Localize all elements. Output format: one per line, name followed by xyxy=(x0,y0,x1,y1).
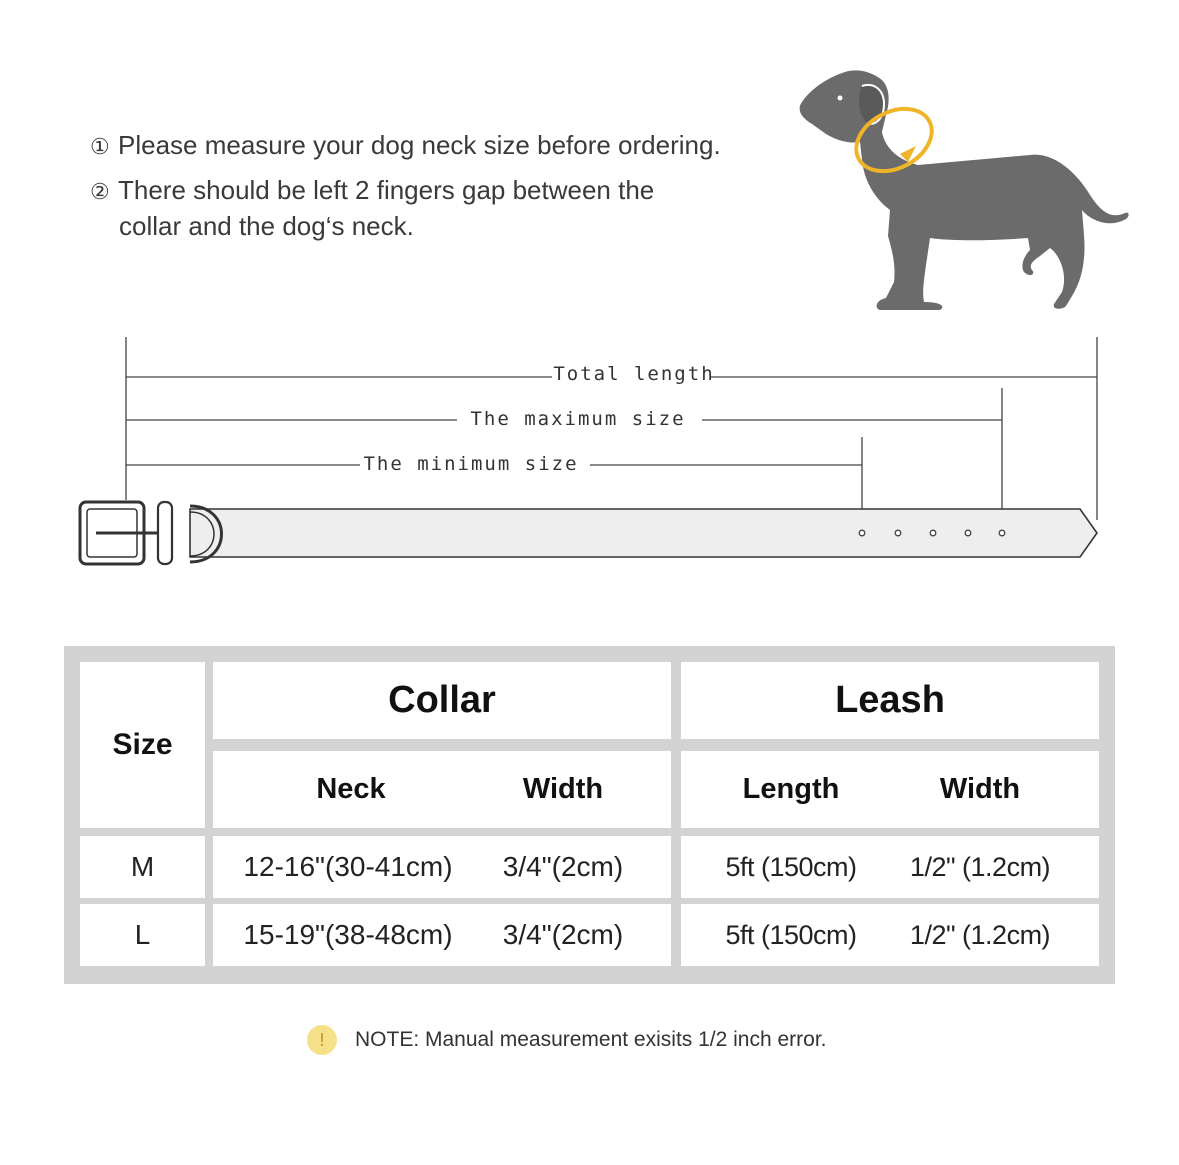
dog-body xyxy=(800,70,1129,310)
step-2-number: ② xyxy=(90,179,110,204)
table-row xyxy=(681,836,1099,898)
leash-subheader xyxy=(681,751,1099,828)
instructions xyxy=(90,128,780,243)
step-1-number: ① xyxy=(90,134,110,159)
dog-eye xyxy=(838,96,843,101)
collar-subheader xyxy=(213,751,671,828)
table-row xyxy=(213,836,671,898)
instruction-1 xyxy=(90,128,780,164)
instruction-1-text: Please measure your dog neck size before ordering. xyxy=(118,130,721,160)
leash-header: Leash xyxy=(681,662,1099,739)
row-m-leash-width: 1/2" (1.2cm) xyxy=(909,851,1051,882)
row-l-leash-length: 5ft (150cm) xyxy=(725,919,857,950)
row-l-leash-width: 1/2" (1.2cm) xyxy=(909,919,1051,950)
row-l-neck: 15-19"(38-48cm) xyxy=(243,919,453,950)
table-row xyxy=(681,904,1099,966)
size-table xyxy=(64,646,1115,984)
measurement-note xyxy=(307,1025,827,1055)
warning-icon: ! xyxy=(307,1025,337,1055)
instruction-2 xyxy=(90,173,780,209)
row-m-leash-length: 5ft (150cm) xyxy=(725,851,857,882)
maximum-size-label: The maximum size xyxy=(470,408,686,430)
collar-diagram xyxy=(0,320,1179,580)
row-m-neck: 12-16"(30-41cm) xyxy=(243,851,453,882)
size-header: Size xyxy=(80,662,205,828)
collar-width-header: Width xyxy=(522,773,604,805)
leash-length-header: Length xyxy=(742,773,840,805)
row-m-collar-width: 3/4"(2cm) xyxy=(502,851,624,882)
row-m-size: M xyxy=(80,836,205,898)
row-l-collar-width: 3/4"(2cm) xyxy=(502,919,624,950)
total-length-label: Total length xyxy=(553,363,715,385)
leash-width-header: Width xyxy=(939,773,1021,805)
table-row xyxy=(213,904,671,966)
collar-strap xyxy=(190,509,1097,557)
instruction-2-text: There should be left 2 fingers gap between the xyxy=(118,175,655,205)
collar-neck-header: Neck xyxy=(316,773,386,805)
dog-silhouette-icon xyxy=(790,60,1135,315)
collar-header: Collar xyxy=(213,662,671,739)
minimum-size-label: The minimum size xyxy=(363,453,579,475)
instruction-2-cont: collar and the dog‘s neck. xyxy=(119,211,414,241)
row-l-size: L xyxy=(80,904,205,966)
note-text: NOTE: Manual measurement exisits 1/2 inch error. xyxy=(355,1028,827,1051)
keeper-loop xyxy=(158,502,172,564)
